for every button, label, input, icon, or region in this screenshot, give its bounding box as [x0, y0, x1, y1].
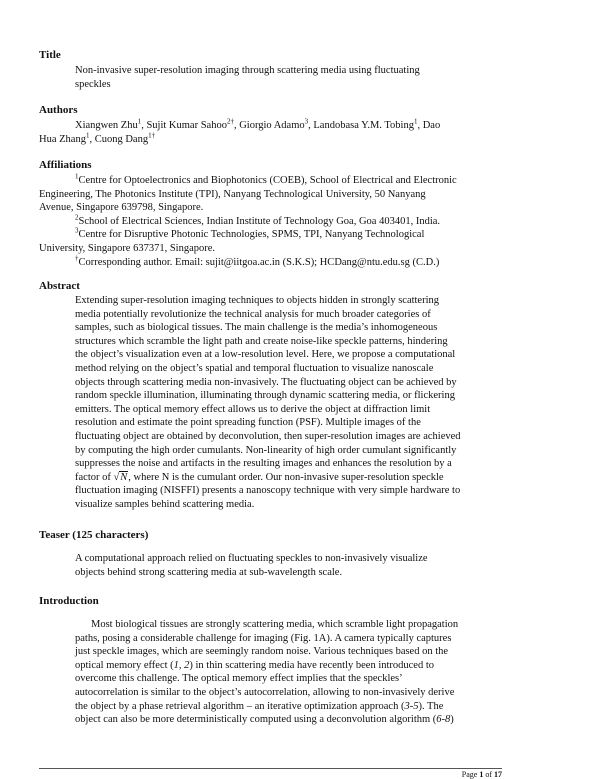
abstract-line: Extending super-resolution imaging techniques to objects hidden in strongly scattering — [75, 295, 440, 306]
affiliations-heading: Affiliations — [39, 159, 92, 171]
aff3-line-1 — [39, 228, 502, 242]
abstract-factor-pre: factor of — [75, 471, 114, 483]
abstract-line: samples, such as biological tissues. The main challenge is the media’s inhomogeneous — [75, 322, 438, 334]
abstract-line: structures which scramble the light path and create noise-like speckle patterns, hindering — [75, 335, 448, 347]
intro-l8-pre: object can also be more deterministically computed using a deconvolution algorithm ( — [75, 714, 437, 726]
aff1-text-1: Centre for Optoelectronics and Biophotonics (COEB), School of Electrical and Electronic — [78, 175, 457, 186]
aff3-line-2: University, Singapore 637371, Singapore. — [39, 242, 216, 254]
intro-line-1: Most biological tissues are strongly scattering media, which scramble light propagation — [91, 619, 459, 630]
intro-line-3: just speckle images, which are seemingly random noise. Various techniques based on the — [75, 646, 449, 658]
aff3-sup: 3 — [75, 226, 79, 235]
abstract-line: suppresses the noise and artifacts in the resulting images and enhances the resolution by a — [75, 458, 452, 470]
author-2-sup: 2† — [226, 117, 234, 126]
authors-heading: Authors — [39, 104, 78, 116]
intro-line-5: overcome this challenge. The optical memory effect implies that the speckles’ — [75, 673, 403, 685]
aff1-sup: 1 — [75, 172, 79, 181]
intro-line-6: autocorrelation is similar to the object’s autocorrelation, allowing to non-invasively derive — [75, 686, 455, 698]
abstract-factor-line — [75, 471, 503, 485]
corr-text: Corresponding author. Email: sujit@iitgoa.ac.in (S.K.S); HCDang@ntu.edu.sg (C.D.) — [78, 256, 440, 268]
author-5: , Dao — [417, 120, 441, 131]
abstract-line: fluctuating object are obtained by deconvolution, then super-resolution images are achieved — [75, 430, 461, 442]
teaser-line-1: A computational approach relied on fluctuating speckles to non-invasively visualize — [75, 553, 428, 564]
aff2-line-1 — [39, 215, 502, 229]
author-4-sup: 1 — [413, 117, 418, 126]
author-5b-sup: 1 — [85, 131, 90, 140]
abstract-line: the object’s visualization even at a low-resolution level. Here, we propose a computational — [75, 349, 456, 361]
corr-line — [39, 256, 502, 270]
teaser-heading: Teaser (125 characters) — [39, 529, 149, 541]
title-line-2: speckles — [75, 78, 111, 90]
abstract-line: method relying on the object’s spatial and temporal fluctuation to visualize nanoscale — [75, 362, 434, 374]
title-line-1: Non-invasive super-resolution imaging through scattering media using fluctuating — [75, 65, 420, 76]
sqrt-n — [113, 471, 128, 483]
intro-l4-post: ) in thin scattering media have recently been introduced to — [189, 659, 435, 671]
author-3: , Giorgio Adamo — [233, 120, 305, 131]
footer-of: of — [483, 770, 494, 779]
author-1-sup: 1 — [137, 117, 142, 126]
author-6: , Cuong Dang — [89, 133, 149, 145]
abstract-line: emitters. The optical memory effect allows us to derive the object at diffraction limit — [75, 403, 431, 415]
corr-sup: † — [75, 254, 79, 263]
aff2-text-1: School of Electrical Sciences, Indian Institute of Technology Goa, Goa 403401, India. — [78, 215, 441, 227]
footer-page-label: Page — [461, 770, 480, 779]
intro-l4-pre: optical memory effect ( — [75, 659, 174, 671]
abstract-line: fluctuation imaging (NISFFI) presents a nanoscopy technique with very simple hardware to — [75, 485, 461, 497]
intro-cite-2: 3-5 — [404, 700, 419, 712]
abstract-line: objects through scattering media non-invasively. The fluctuating object can be achieved by — [75, 376, 457, 388]
affiliations-text — [39, 174, 502, 269]
footer-rule — [39, 768, 502, 769]
sqrt-symbol: √ — [113, 471, 120, 483]
author-6-sup: 1† — [148, 131, 156, 140]
page-footer — [462, 770, 502, 779]
intro-cite-3: 6-8 — [436, 714, 451, 726]
abstract-factor-post: , where N is the cumulant order. Our non-invasive super-resolution speckle — [128, 471, 444, 483]
aff1-line-2: Engineering, The Photonics Institute (TPI), Nanyang Technological University, 50 Nanyang — [39, 188, 426, 200]
abstract-text — [75, 294, 503, 512]
sqrt-var: N — [120, 471, 128, 483]
teaser-line-2: objects behind strong scattering media at sub-wavelength scale. — [75, 566, 343, 578]
authors-line-2 — [39, 133, 502, 147]
abstract-line: visualize samples behind scattering media. — [75, 498, 255, 510]
intro-line-2: paths, posing a considerable challenge for imaging (Fig. 1A). A camera typically captures — [75, 632, 452, 644]
introduction-text — [75, 618, 503, 727]
author-3-sup: 3 — [304, 117, 309, 126]
author-1: Xiangwen Zhu — [75, 120, 138, 131]
intro-l8-post: ) — [450, 714, 454, 726]
aff1-line-1 — [39, 174, 502, 188]
abstract-last-lines — [75, 484, 503, 511]
intro-l7-post: ). The — [418, 700, 444, 712]
abstract-lines — [75, 294, 503, 471]
abstract-line: media potentially revolutionize the technical analysis for much broader categories of — [75, 308, 431, 320]
title-heading: Title — [39, 49, 61, 61]
author-4: , Landobasa Y.M. Tobing — [308, 120, 414, 131]
authors-text — [39, 119, 502, 146]
aff2-sup: 2 — [75, 213, 79, 222]
teaser-text — [75, 552, 495, 579]
intro-line-8 — [75, 713, 503, 727]
abstract-heading: Abstract — [39, 280, 80, 292]
authors-line-1 — [39, 119, 502, 133]
intro-line-4 — [75, 659, 503, 673]
footer-page-total: 17 — [494, 770, 502, 779]
abstract-line: resolution and estimate the point spreading function (PSF). Multiple images of the — [75, 417, 421, 429]
title-text — [75, 64, 495, 91]
footer-page-num: 1 — [479, 770, 484, 779]
intro-line-7 — [75, 700, 503, 714]
intro-l7-pre: the object by a phase retrieval algorithm – an iterative optimization approach ( — [75, 700, 405, 712]
introduction-heading: Introduction — [39, 595, 99, 607]
aff1-line-3: Avenue, Singapore 639798, Singapore. — [39, 202, 204, 214]
abstract-line: by computing the high order cumulants. Non-linearity of high order cumulant significantly — [75, 444, 457, 456]
author-5b: Hua Zhang — [39, 133, 86, 145]
author-2: , Sujit Kumar Sahoo — [141, 120, 227, 131]
abstract-line: random speckle illumination, illuminating through dynamic scattering media, or flickering — [75, 390, 455, 402]
intro-cite-1: 1, 2 — [173, 659, 190, 671]
aff3-text-1: Centre for Disruptive Photonic Technologies, SPMS, TPI, Nanyang Technological — [78, 229, 425, 241]
